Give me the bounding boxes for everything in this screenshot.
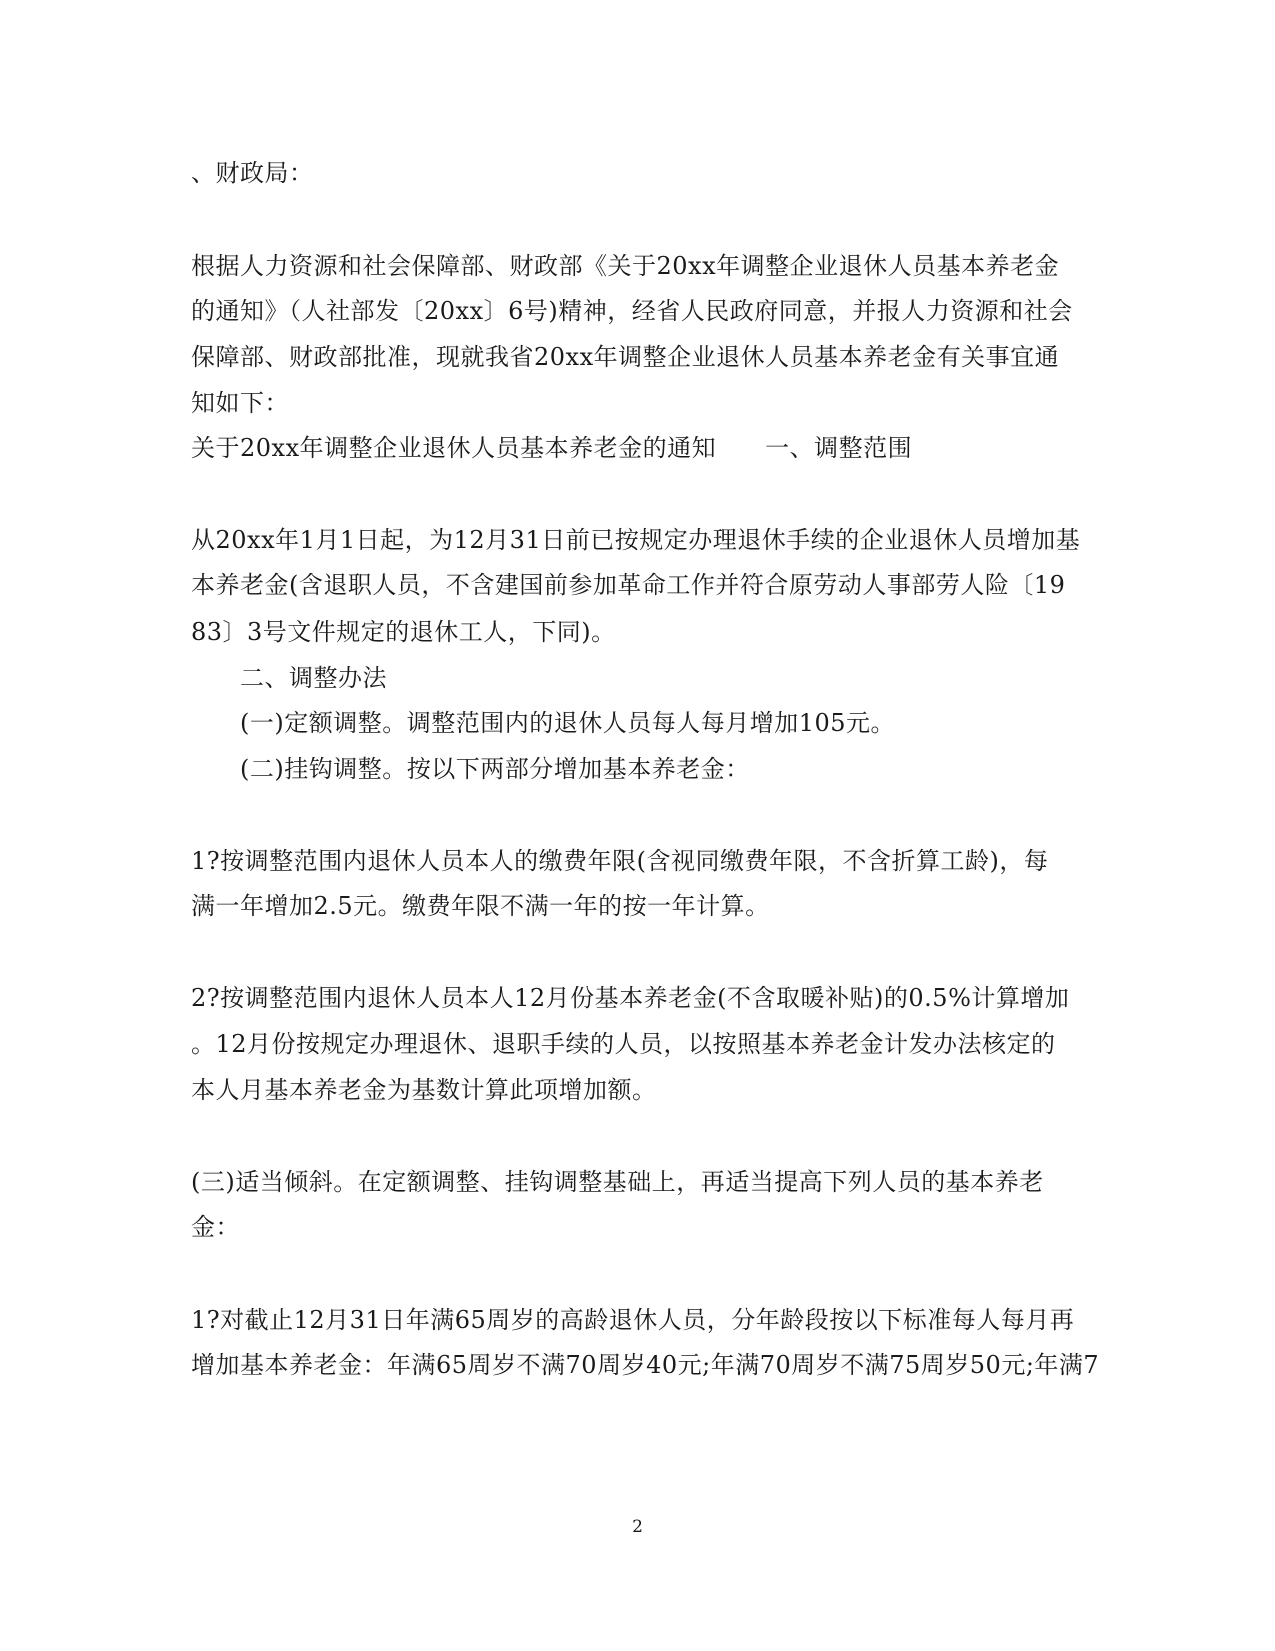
item-3-line-1: 1?对截止12月31日年满65周岁的高龄退休人员，分年龄段按以下标准每人每月再 bbox=[191, 1306, 1075, 1334]
scope-line-2: 本养老金(含退职人员，不含建国前参加革命工作并符合原劳动人事部劳人险〔19 bbox=[191, 571, 1066, 599]
item-3-line-2: 增加基本养老金：年满65周岁不满70周岁40元;年满70周岁不满75周岁50元;年满7 bbox=[191, 1351, 1100, 1379]
method-3-line-2: 金： bbox=[191, 1213, 240, 1241]
page-number: 2 bbox=[632, 1517, 643, 1537]
intro-line-4: 知如下： bbox=[191, 389, 289, 417]
notice-title-line: 关于20xx年调整企业退休人员基本养老金的通知 一、调整范围 bbox=[191, 434, 913, 462]
intro-line-2: 的通知》（人社部发〔20xx〕6号)精神，经省人民政府同意，并报人力资源和社会 bbox=[191, 297, 1073, 325]
method-3-line-1: (三)适当倾斜。在定额调整、挂钩调整基础上，再适当提高下列人员的基本养老 bbox=[191, 1168, 1044, 1196]
intro-line-1: 根据人力资源和社会保障部、财政部《关于20xx年调整企业退休人员基本养老金 bbox=[191, 252, 1060, 280]
scope-line-1: 从20xx年1月1日起，为12月31日前已按规定办理退休手续的企业退休人员增加基 bbox=[191, 526, 1081, 554]
scope-line-3: 83〕3号文件规定的退休工人，下同)。 bbox=[191, 618, 616, 646]
item-1-line-1: 1?按调整范围内退休人员本人的缴费年限(含视同缴费年限，不含折算工龄)，每 bbox=[191, 847, 1049, 875]
item-2-line-2: 。12月份按规定办理退休、退职手续的人员，以按照基本养老金计发办法核定的 bbox=[191, 1030, 1056, 1058]
addressee: 、财政局： bbox=[191, 159, 314, 187]
method-linked-adjustment: (二)挂钩调整。按以下两部分增加基本养老金： bbox=[240, 755, 750, 783]
item-1-line-2: 满一年增加2.5元。缴费年限不满一年的按一年计算。 bbox=[191, 892, 770, 920]
method-heading: 二、调整办法 bbox=[240, 664, 387, 692]
intro-line-3: 保障部、财政部批准，现就我省20xx年调整企业退休人员基本养老金有关事宜通 bbox=[191, 343, 1060, 371]
item-2-line-1: 2?按调整范围内退休人员本人12月份基本养老金(不含取暖补贴)的0.5%计算增加 bbox=[191, 984, 1070, 1012]
item-2-line-3: 本人月基本养老金为基数计算此项增加额。 bbox=[191, 1076, 657, 1104]
method-fixed-adjustment: (一)定额调整。调整范围内的退休人员每人每月增加105元。 bbox=[240, 709, 896, 737]
